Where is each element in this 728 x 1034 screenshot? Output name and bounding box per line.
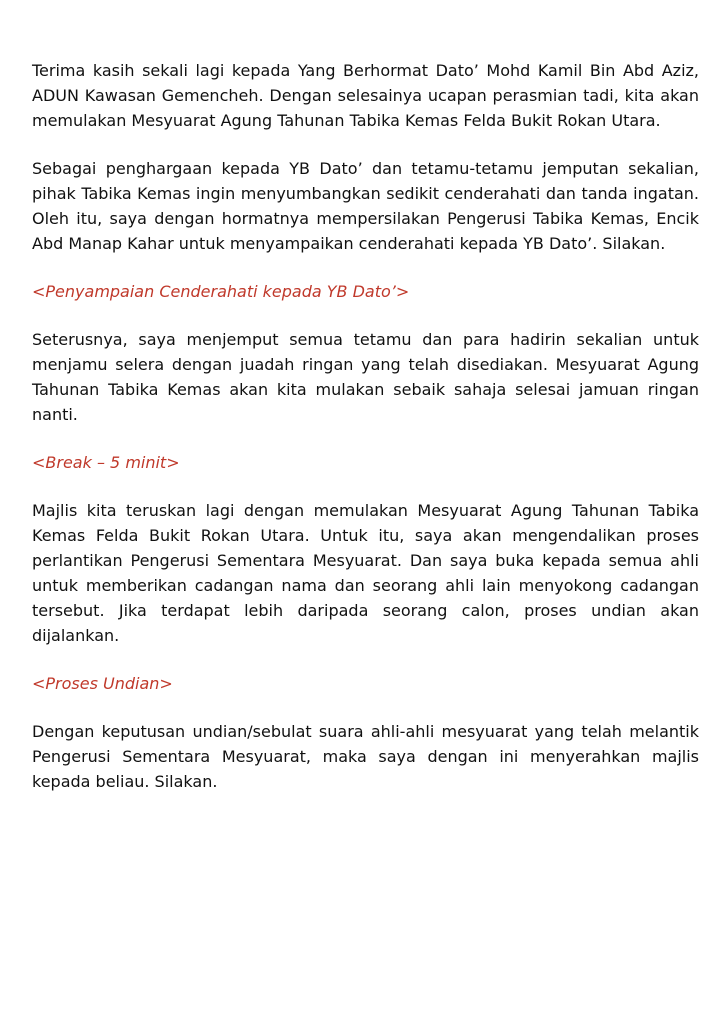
- paragraph-handover: Dengan keputusan undian/sebulat suara ahli-ahli mesyuarat yang telah melantik Pengerusi Sementara Mesyuarat, maka saya dengan ini menyerahkan majlis kepada beliau. Silakan.: [32, 722, 699, 791]
- paragraph-thanks: Terima kasih sekali lagi kepada Yang Berhormat Dato’ Mohd Kamil Bin Abd Aziz, ADUN Kawasan Gemencheh. Dengan selesainya ucapan perasmian tadi, kita akan memulakan Mesyuarat Agung Tahunan Tabika Kemas Felda Bukit Rokan Utara.: [32, 61, 699, 130]
- document-page: [32, 58, 699, 794]
- paragraph-meeting-start: Majlis kita teruskan lagi dengan memulakan Mesyuarat Agung Tahunan Tabika Kemas Felda Bukit Rokan Utara. Untuk itu, saya akan mengendalikan proses perlantikan Pengerusi Sementara Mesyuarat. Dan saya buka kepada semua ahli untuk memberikan cadangan nama dan seorang ahli lain menyokong cadangan tersebut. Jika terdapat lebih daripada seorang calon, proses undian akan dijalankan.: [32, 501, 699, 645]
- stage-note-voting: <Proses Undian>: [32, 674, 173, 693]
- stage-note-break: <Break – 5 minit>: [32, 453, 180, 472]
- stage-note-souvenir: <Penyampaian Cenderahati kepada YB Dato’>: [32, 282, 410, 301]
- paragraph-refreshments: Seterusnya, saya menjemput semua tetamu dan para hadirin sekalian untuk menjamu selera dengan juadah ringan yang telah disediakan. Mesyuarat Agung Tahunan Tabika Kemas akan kita mulakan sebaik sahaja selesai jamuan ringan nanti.: [32, 330, 699, 424]
- paragraph-souvenir: Sebagai penghargaan kepada YB Dato’ dan tetamu-tetamu jemputan sekalian, pihak Tabika Kemas ingin menyumbangkan sedikit cenderahati dan tanda ingatan. Oleh itu, saya dengan hormatnya mempersilakan Pengerusi Tabika Kemas, Encik Abd Manap Kahar untuk menyampaikan cenderahati kepada YB Dato’. Silakan.: [32, 159, 699, 253]
